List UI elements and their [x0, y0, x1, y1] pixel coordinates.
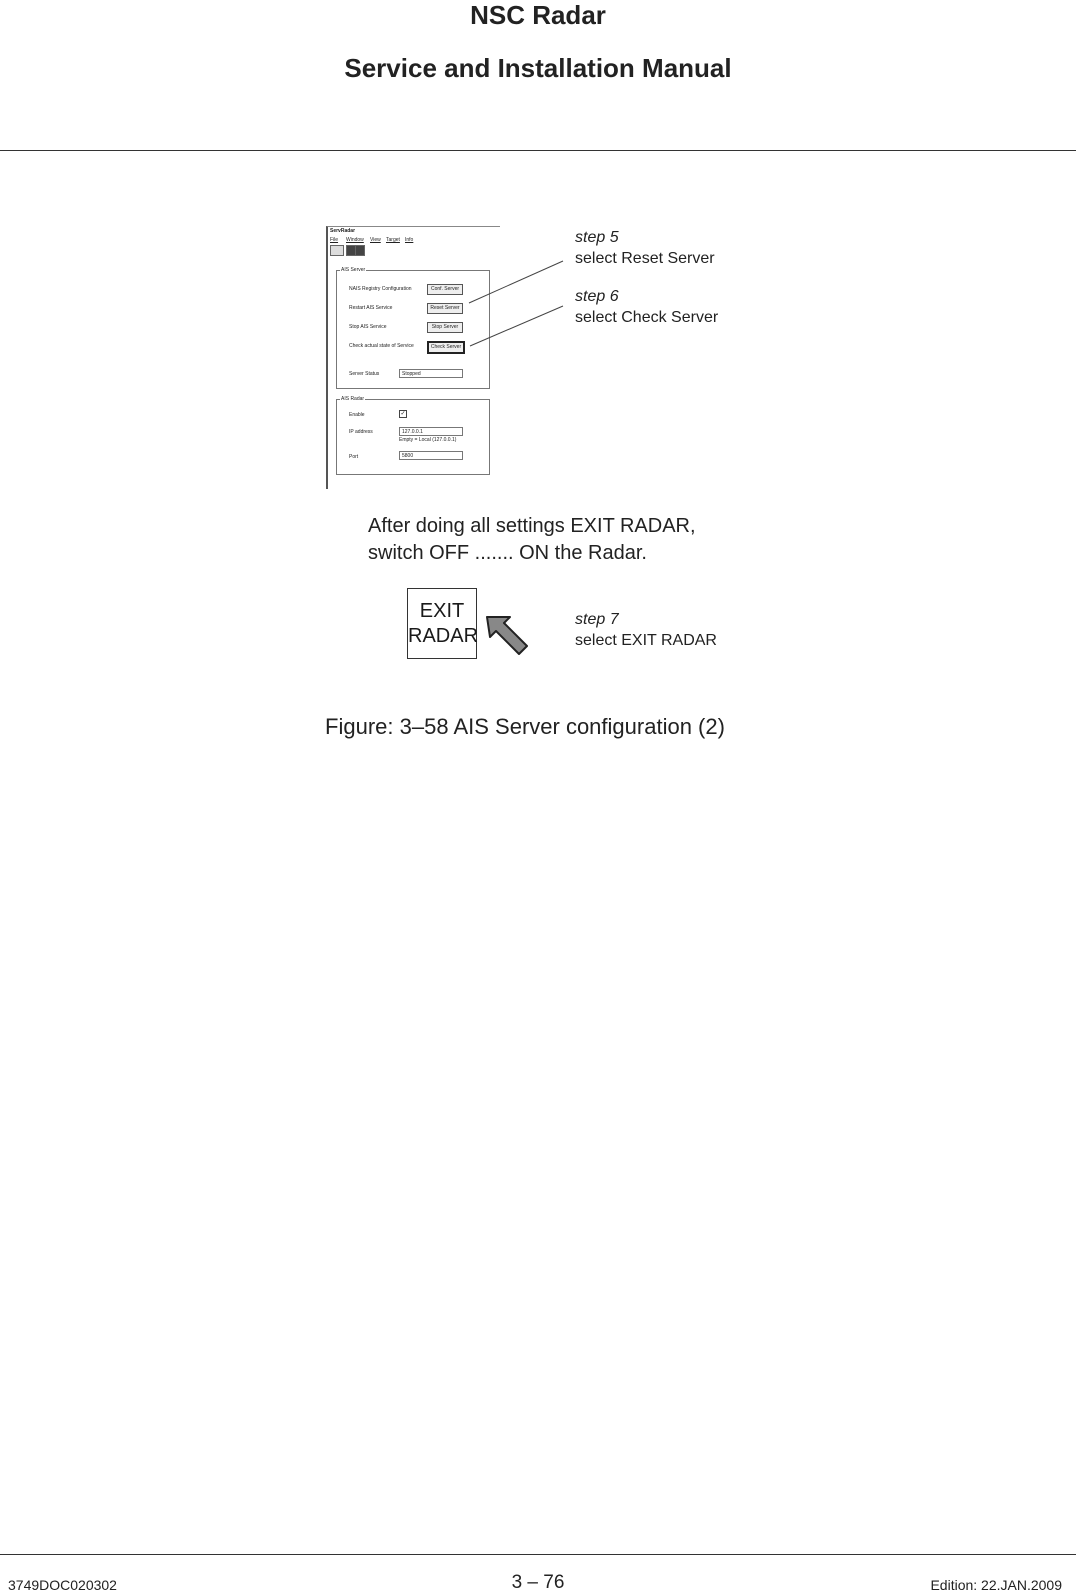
exit-radar-line-1: EXIT [419, 600, 465, 622]
menu-view[interactable]: View [370, 237, 381, 243]
manual-title: NSC Radar [470, 0, 606, 30]
exit-radar-line-2: RADAR [408, 625, 479, 647]
step-7-text: select EXIT RADAR [575, 632, 717, 649]
reset-server-button[interactable]: Reset Server [427, 303, 463, 314]
menu-window[interactable]: Window [346, 237, 364, 243]
ip-address-field[interactable]: 127.0.0.1 [399, 427, 463, 436]
stop-server-button[interactable]: Stop Server [427, 322, 463, 333]
edition: Edition: 22.JAN.2009 [930, 1577, 1062, 1593]
server-status-label: Server Status [349, 371, 380, 377]
step-7-title: step 7 [575, 611, 619, 628]
step-6-title: step 6 [575, 288, 619, 305]
step-5-text: select Reset Server [575, 250, 715, 267]
menu-info[interactable]: Info [405, 237, 414, 243]
restart-service-label: Restart AIS Service [349, 305, 393, 311]
figure-caption: Figure: 3–58 AIS Server configuration (2) [325, 714, 725, 739]
ip-address-label: IP address [349, 429, 373, 435]
step5-leader-line [469, 261, 563, 303]
step-5-callout [575, 227, 715, 269]
step-7-callout [575, 609, 717, 651]
exit-radar-button[interactable] [407, 588, 477, 659]
instruction-line-1: After doing all settings EXIT RADAR, [368, 515, 696, 537]
leader-lines [0, 0, 1076, 700]
port-label: Port [349, 454, 359, 460]
ais-server-group-label: AIS Server [341, 267, 366, 273]
enable-checkbox[interactable]: ✓ [400, 411, 406, 417]
ais-radar-group-label: AIS Radar [341, 396, 365, 402]
arrow-icon [487, 617, 527, 654]
stop-service-label: Stop AIS Service [349, 324, 387, 330]
ip-address-hint: Empty = Local (127.0.0.1) [399, 437, 457, 443]
doc-id: 3749DOC020302 [8, 1577, 117, 1593]
step-5-title: step 5 [575, 229, 619, 246]
page-number: 3 – 76 [511, 1572, 565, 1593]
port-field[interactable]: 5800 [399, 451, 463, 460]
step-6-text: select Check Server [575, 309, 719, 326]
enable-label: Enable [349, 412, 365, 418]
check-state-label: Check actual state of Service [349, 343, 414, 349]
window-title: ServRadar [330, 228, 356, 234]
step-6-callout [575, 286, 718, 328]
manual-subtitle: Service and Installation Manual [344, 53, 732, 83]
step6-leader-line [470, 306, 563, 346]
instruction-text [368, 513, 696, 567]
menu-target[interactable]: Target [386, 237, 400, 243]
footer-rule [0, 1554, 1076, 1555]
server-status-field: Stopped [399, 369, 463, 378]
menu-file[interactable]: File [330, 237, 339, 243]
conf-server-button[interactable]: Conf. Server [427, 284, 463, 295]
registry-config-label: NAIS Registry Configuration [349, 286, 412, 292]
instruction-line-2: switch OFF ....... ON the Radar. [368, 542, 647, 564]
check-server-button[interactable]: Check Server [427, 341, 465, 354]
